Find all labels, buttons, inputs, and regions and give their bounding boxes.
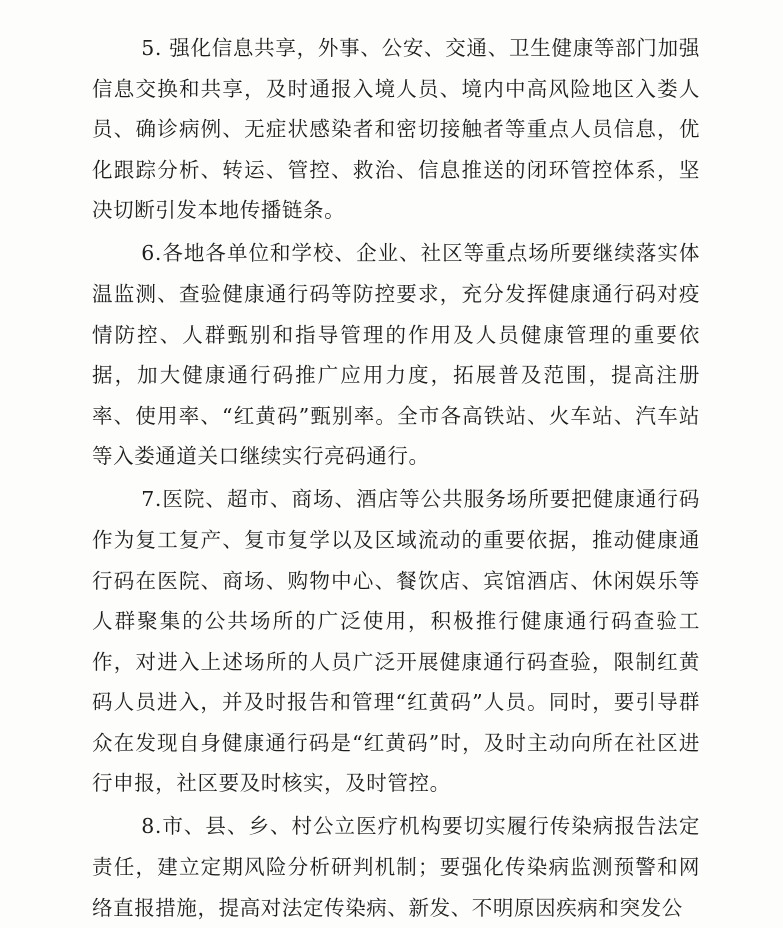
paragraph-5 xyxy=(92,28,700,231)
paragraph-number: 5. xyxy=(141,36,162,60)
paragraph-number: 7. xyxy=(141,487,162,512)
paragraph-8 xyxy=(92,806,700,928)
paragraph-number: 6. xyxy=(141,241,162,266)
paragraph-text: 市、县、乡、村公立医疗机构要切实履行传染病报告法定责任，建立定期风险分析研判机制；要强化传染病监测预警和网络直报措施，提高对法定传染病、新发、不明原因疾病和突发公 xyxy=(92,814,700,920)
paragraph-7 xyxy=(92,479,700,804)
paragraph-6 xyxy=(92,233,700,477)
paragraph-text: 医院、超市、商场、酒店等公共服务场所要把健康通行码作为复工复产、复市复学以及区域流动的重要依据，推动健康通行码在医院、商场、购物中心、餐饮店、宾馆酒店、休闲娱乐等人群聚集的公共场所的广泛使用，积极推行健康通行码查验工作，对进入上述场所的人员广泛开展健康通行码查验，限制红黄码人员进入，并及时报告和管理“红黄码”人员。同时，要引导群众在发现自身健康通行码是“红黄码”时，及时主动向所在社区进行申报，社区要及时核实，及时管控。 xyxy=(92,487,700,796)
document-body xyxy=(92,28,700,928)
paragraph-text: 各地各单位和学校、企业、社区等重点场所要继续落实体温监测、查验健康通行码等防控要求，充分发挥健康通行码对疫情防控、人群甄别和指导管理的作用及人员健康管理的重要依据，加大健康通行码推广应用力度，拓展普及范围，提高注册率、使用率、“红黄码”甄别率。全市各高铁站、火车站、汽车站等入娄通道关口继续实行亮码通行。 xyxy=(92,241,700,469)
paragraph-text: 强化信息共享，外事、公安、交通、卫生健康等部门加强信息交换和共享，及时通报入境人员、境内中高风险地区入娄人员、确诊病例、无症状感染者和密切接触者等重点人员信息，优化跟踪分析、转运、管控、救治、信息推送的闭环管控体系，坚决切断引发本地传播链条。 xyxy=(92,36,701,223)
paragraph-number: 8. xyxy=(141,814,162,839)
